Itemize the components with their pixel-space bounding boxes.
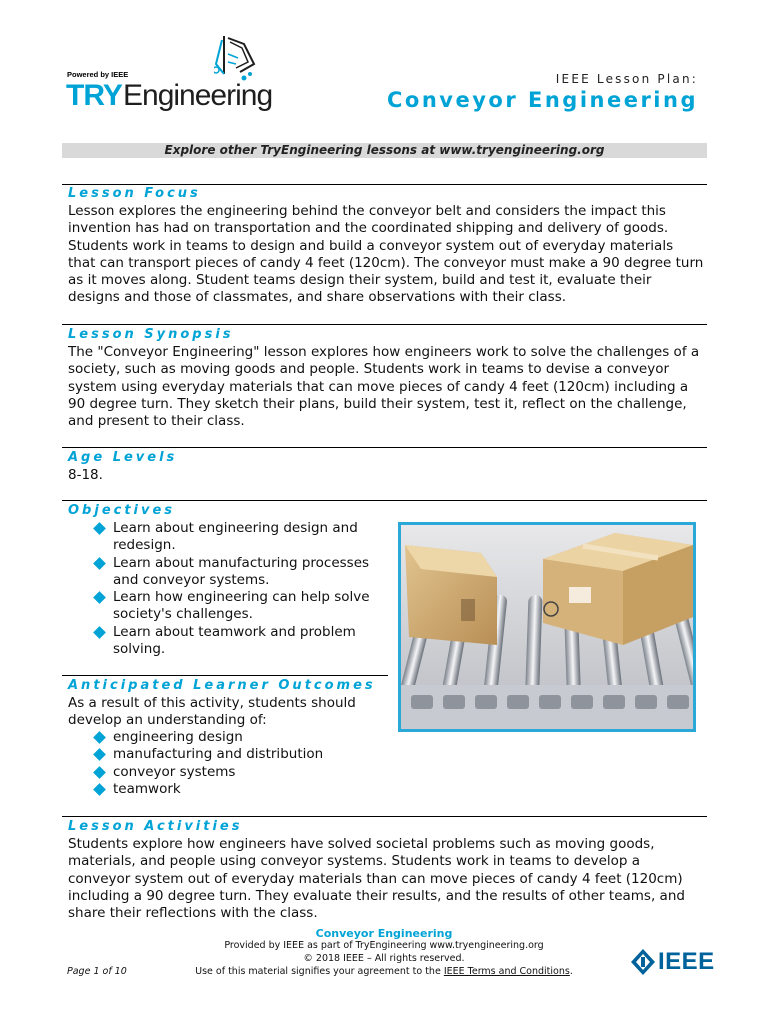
- lesson-focus-heading: Lesson Focus: [68, 186, 201, 201]
- explore-banner[interactable]: Explore other TryEngineering lessons at www.tryengineering.org: [62, 143, 707, 158]
- list-item: manufacturing and distribution: [91, 746, 381, 763]
- lesson-synopsis-heading: Lesson Synopsis: [68, 327, 234, 342]
- section-divider: [62, 816, 707, 817]
- logo-engineering-text: Engineering: [123, 79, 273, 112]
- page-number: Page 1 of 10: [67, 966, 127, 977]
- powered-by-label: Powered by IEEE: [67, 70, 129, 79]
- footer-copyright: © 2018 IEEE – All rights reserved.: [303, 953, 465, 964]
- age-levels-text: 8-18.: [68, 467, 103, 483]
- outcomes-heading: Anticipated Learner Outcomes: [68, 678, 376, 693]
- list-item: Learn about engineering design and redesign.: [91, 520, 381, 555]
- list-item: engineering design: [91, 729, 381, 746]
- lesson-synopsis-text: The "Conveyor Engineering" lesson explores how engineers work to solve the challenges of a society, such as moving goods and people. Students work in teams to devise a conveyor system using everyday materials that can move pieces of candy 4 feet (120cm) including a 90 degree turn. They sketch their plans, build their system, test it, reflect on the challenge, and present to their class.: [68, 344, 700, 430]
- conveyor-photo: [398, 522, 696, 732]
- lesson-activities-text: Students explore how engineers have solved societal problems such as moving goods, materials, and people using conveyor systems. Students work in teams to develop a conveyor system out of everyday materials than can move pieces of candy 4 feet (120cm) including a 90 degree turn. They evaluate their results, and the results of other teams, and share their reflections with the class.: [68, 836, 685, 922]
- list-item: Learn about manufacturing processes and conveyor systems.: [91, 555, 381, 590]
- outcomes-intro: As a result of this activity, students should develop an understanding of:: [68, 695, 356, 729]
- footer-terms: Use of this material signifies your agreement to the IEEE Terms and Conditions.: [195, 966, 573, 977]
- section-divider: [62, 324, 707, 325]
- section-divider: [62, 184, 707, 185]
- terms-link[interactable]: IEEE Terms and Conditions: [443, 966, 570, 977]
- diamond-bullet-icon: [93, 626, 106, 639]
- footer-provided-by: Provided by IEEE as part of TryEngineering www.tryengineering.org: [224, 940, 544, 951]
- list-item: Learn about teamwork and problem solving.: [91, 624, 381, 659]
- section-divider: [62, 500, 707, 501]
- footer-title: Conveyor Engineering: [315, 927, 453, 940]
- lesson-focus-text: Lesson explores the engineering behind the conveyor belt and considers the impact this invention has had on transportation and the coordinated shipping and delivery of goods. Students work in teams to design and build a conveyor system out of everyday materials that can transport pieces of candy 4 feet (120cm). The conveyor must make a 90 degree turn as it moves along. Student teams design their system, build and test it, evaluate their designs and those of classmates, and share observations with their class.: [68, 203, 704, 306]
- diamond-bullet-icon: [93, 591, 106, 604]
- logo-try-text: TRY: [66, 79, 122, 112]
- conveyor-boxes-image: [401, 525, 693, 729]
- section-divider: [62, 447, 707, 448]
- diamond-bullet-icon: [93, 522, 106, 535]
- lesson-activities-heading: Lesson Activities: [68, 819, 243, 834]
- diamond-bullet-icon: [93, 748, 106, 761]
- ieee-logo-text: IEEE: [658, 948, 715, 975]
- diamond-bullet-icon: [93, 731, 106, 744]
- objectives-heading: Objectives: [68, 503, 176, 518]
- diamond-bullet-icon: [93, 766, 106, 779]
- outcomes-list: [91, 729, 381, 798]
- list-item: teamwork: [91, 781, 381, 798]
- age-levels-heading: Age Levels: [68, 450, 178, 465]
- diamond-bullet-icon: [93, 783, 106, 796]
- list-item: conveyor systems: [91, 764, 381, 781]
- plan-label: IEEE Lesson Plan:: [555, 72, 698, 86]
- tryengineering-logo[interactable]: [66, 34, 273, 118]
- ieee-logo[interactable]: [630, 948, 722, 976]
- diamond-bullet-icon: [93, 557, 106, 570]
- objectives-list: [91, 520, 381, 658]
- list-item: Learn how engineering can help solve society's challenges.: [91, 589, 381, 624]
- ieee-diamond-icon: [630, 948, 656, 976]
- section-divider: [62, 675, 388, 676]
- page-title: Conveyor Engineering: [386, 88, 698, 112]
